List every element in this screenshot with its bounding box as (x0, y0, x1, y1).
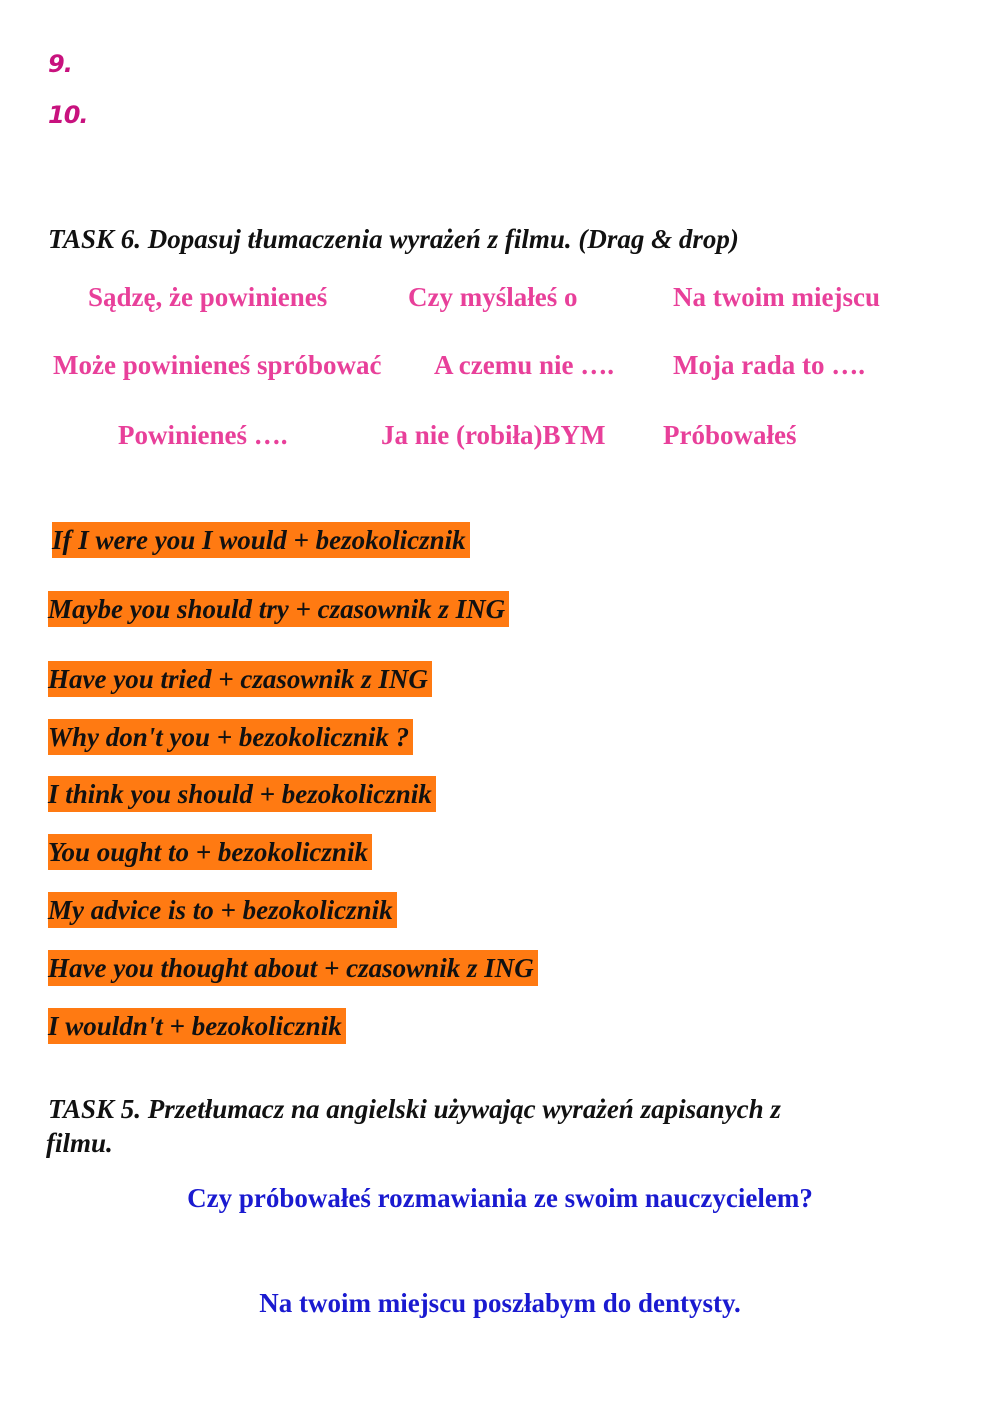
list-number-10: 10. (48, 101, 88, 129)
drop-target-why-dont-you[interactable]: Why don't you + bezokolicznik ? (48, 719, 413, 755)
drop-target-have-you-tried[interactable]: Have you tried + czasownik z ING (48, 661, 432, 697)
drop-target-i-wouldnt[interactable]: I wouldn't + bezokolicznik (48, 1008, 346, 1044)
drag-tile-moze-powinienes-sprobowac[interactable]: Może powinieneś spróbować (53, 350, 382, 380)
translate-sentence-1: Czy próbowałeś rozmawiania ze swoim nauczycielem? (187, 1183, 813, 1213)
task5-title-line2: filmu. (46, 1128, 113, 1158)
drag-tile-moja-rada-to[interactable]: Moja rada to …. (673, 350, 865, 380)
drop-target-you-ought-to[interactable]: You ought to + bezokolicznik (48, 834, 372, 870)
drag-tile-na-twoim-miejscu[interactable]: Na twoim miejscu (673, 282, 880, 312)
drag-tile-powinienes[interactable]: Powinieneś …. (118, 420, 288, 450)
drop-target-my-advice-is-to[interactable]: My advice is to + bezokolicznik (48, 892, 397, 928)
drop-target-have-you-thought-about[interactable]: Have you thought about + czasownik z ING (48, 950, 538, 986)
drop-target-maybe-you-should-try[interactable]: Maybe you should try + czasownik z ING (48, 591, 509, 627)
drag-tile-a-czemu-nie[interactable]: A czemu nie …. (434, 350, 614, 380)
list-number-9: 9. (48, 50, 72, 78)
translate-sentence-2: Na twoim miejscu poszłabym do dentysty. (259, 1288, 741, 1318)
drag-tile-probowales[interactable]: Próbowałeś (663, 420, 797, 450)
task5-title-line1: TASK 5. Przetłumacz na angielski używając wyrażeń zapisanych z (48, 1094, 781, 1124)
task6-title: TASK 6. Dopasuj tłumaczenia wyrażeń z filmu. (Drag & drop) (48, 224, 739, 254)
drag-tile-czy-myslales-o[interactable]: Czy myślałeś o (408, 282, 578, 312)
drop-target-i-think-you-should[interactable]: I think you should + bezokolicznik (48, 776, 436, 812)
drop-target-if-i-were-you[interactable]: If I were you I would + bezokolicznik (52, 522, 470, 558)
drag-tile-ja-nie-robilabym[interactable]: Ja nie (robiła)BYM (381, 420, 606, 450)
drag-tile-sadze-ze-powinienes[interactable]: Sądzę, że powinieneś (88, 282, 328, 312)
